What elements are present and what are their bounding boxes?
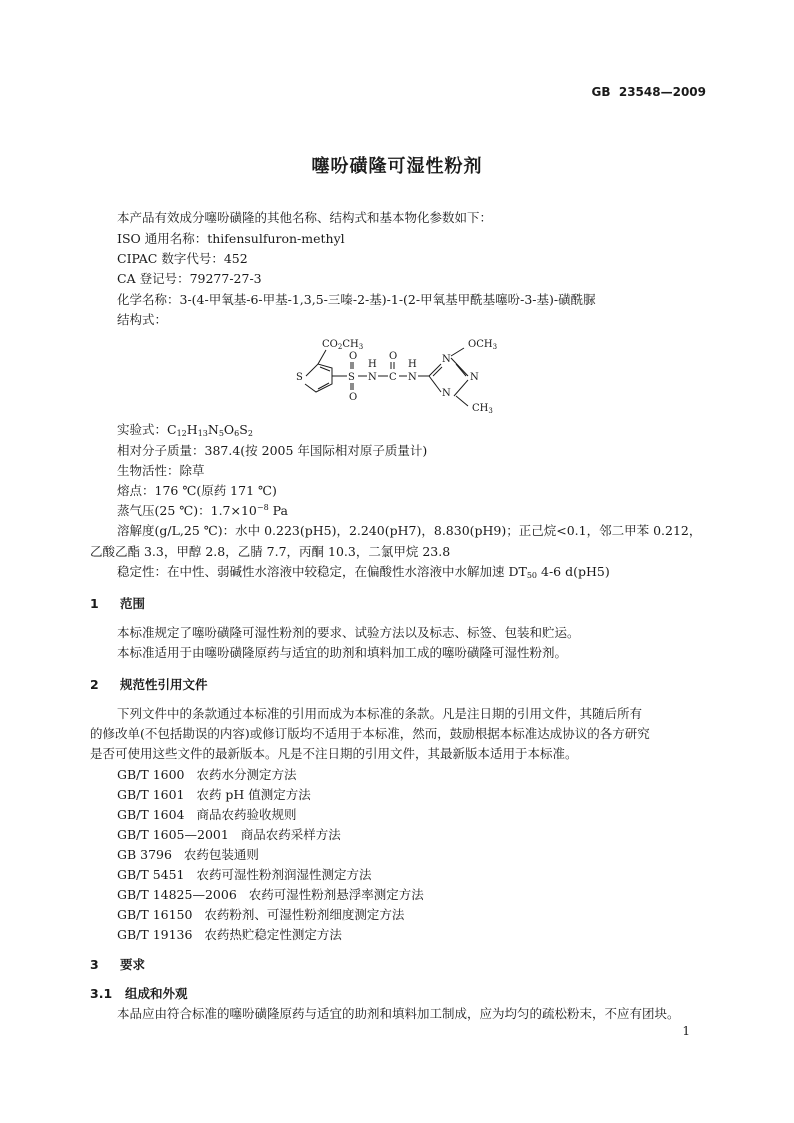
structure-label: 结构式： [117,312,168,327]
structure-carbonyl-o: O [389,351,398,362]
structure-ch3: $CH_3$ [472,403,493,415]
structure-ring-n-bottom: N [442,388,451,399]
section-2-para-line-3: 是否可使用这些文件的最新版本。凡是不注日期的引用文件，其最新版本适用于本标准。 [90,746,578,761]
section-1-para-2: 本标准适用于由噻吩磺隆原药与适宜的助剂和填料加工成的噻吩磺隆可湿性粉剂。 [117,645,568,660]
structure-oxygen-top: O [349,351,358,362]
melting-point: 熔点：176 ℃(原药 171 ℃) [117,483,277,498]
reference-item: GB/T 19136 农药热贮稳定性测定方法 [117,927,342,942]
biological-activity: 生物活性：除草 [117,463,205,478]
structure-nitrogen-1: N [368,372,377,383]
standard-number: GB 23548—2009 [591,85,706,99]
structure-hydrogen-1: H [368,359,377,370]
section-3-1-para: 本品应由符合标准的噻吩磺隆原药与适宜的助剂和填料加工制成，应为均匀的疏松粉末，不应有团块。 [117,1006,680,1021]
stability: 稳定性：在中性、弱碱性水溶液中较稳定，在偏酸性水溶液中水解加速 $DT_{50}$ 4-6 d(pH5) [117,564,610,580]
reference-item: GB 3796 农药包装通则 [117,847,259,862]
structure-nitrogen-2: N [408,372,417,383]
cas-number: CA 登记号：79277-27-3 [117,271,262,286]
structure-carbon: C [389,372,397,383]
section-1-para-1: 本标准规定了噻吩磺隆可湿性粉剂的要求、试验方法以及标志、标签、包装和贮运。 [117,625,580,640]
structure-sulfonyl-s: S [348,372,355,383]
molecular-formula: 实验式：$C_{12}H_{13}N_5O_6S_2$ [117,422,253,438]
reference-item: GB/T 1601 农药 pH 值测定方法 [117,787,311,802]
cipac-code: CIPAC 数字代号：452 [117,251,248,266]
structure-ring-n-left: N [470,372,479,383]
structure-co2ch3: $CO_2CH_3$ [322,339,364,351]
document-title: 噻吩磺隆可湿性粉剂 [311,156,483,177]
structural-formula [296,334,516,416]
reference-item: GB/T 1604 商品农药验收规则 [117,807,297,822]
molecular-weight: 相对分子质量：387.4(按 2005 年国际相对原子质量计) [117,443,428,458]
reference-item: GB/T 16150 农药粉剂、可湿性粉剂细度测定方法 [117,907,405,922]
solubility-line-1: 溶解度(g/L,25 ℃)：水中 0.223(pH5)，2.240(pH7)，8.830(pH9)；正己烷<0.1，邻二甲苯 0.212， [117,523,702,538]
intro-lead: 本产品有效成分噻吩磺隆的其他名称、结构式和基本物化参数如下： [117,210,493,225]
reference-item: GB/T 14825—2006 农药可湿性粉剂悬浮率测定方法 [117,887,424,902]
vapor-pressure: 蒸气压(25 ℃)：$1.7\times 10^{-8}$ Pa [117,503,288,518]
section-1-heading: 1 范围 [90,596,146,611]
iso-name: ISO 通用名称：thifensulfuron-methyl [117,231,345,246]
reference-item: GB/T 1605—2001 商品农药采样方法 [117,827,341,842]
section-2-para-line-2: 的修改单(不包括勘误的内容)或修订版均不适用于本标准，然而，鼓励根据本标准达成协议的各方研究 [90,726,650,741]
structure-ring-n-top: N [442,354,451,365]
section-3-1-heading: 3.1 组成和外观 [90,986,188,1001]
section-3-heading: 3 要求 [90,957,146,972]
structure-oxygen-bottom: O [349,392,358,403]
section-2-heading: 2 规范性引用文件 [90,677,208,692]
chemical-name: 化学名称：3-(4-甲氧基-6-甲基-1,3,5-三嗪-2-基)-1-(2-甲氧基甲酰基噻吩-3-基)-磺酰脲 [117,292,596,307]
section-2-para-line-1: 下列文件中的条款通过本标准的引用而成为本标准的条款。凡是注日期的引用文件，其随后所有 [117,706,643,721]
structure-ring-s: S [296,372,303,383]
reference-item: GB/T 1600 农药水分测定方法 [117,767,297,782]
structure-och3: $OCH_3$ [468,339,498,351]
page-number: 1 [682,1024,690,1038]
solubility-line-2: 乙酸乙酯 3.3，甲醇 2.8，乙腈 7.7，丙酮 10.3，二氯甲烷 23.8 [90,544,451,559]
structure-hydrogen-2: H [408,359,417,370]
reference-item: GB/T 5451 农药可湿性粉剂润湿性测定方法 [117,867,372,882]
